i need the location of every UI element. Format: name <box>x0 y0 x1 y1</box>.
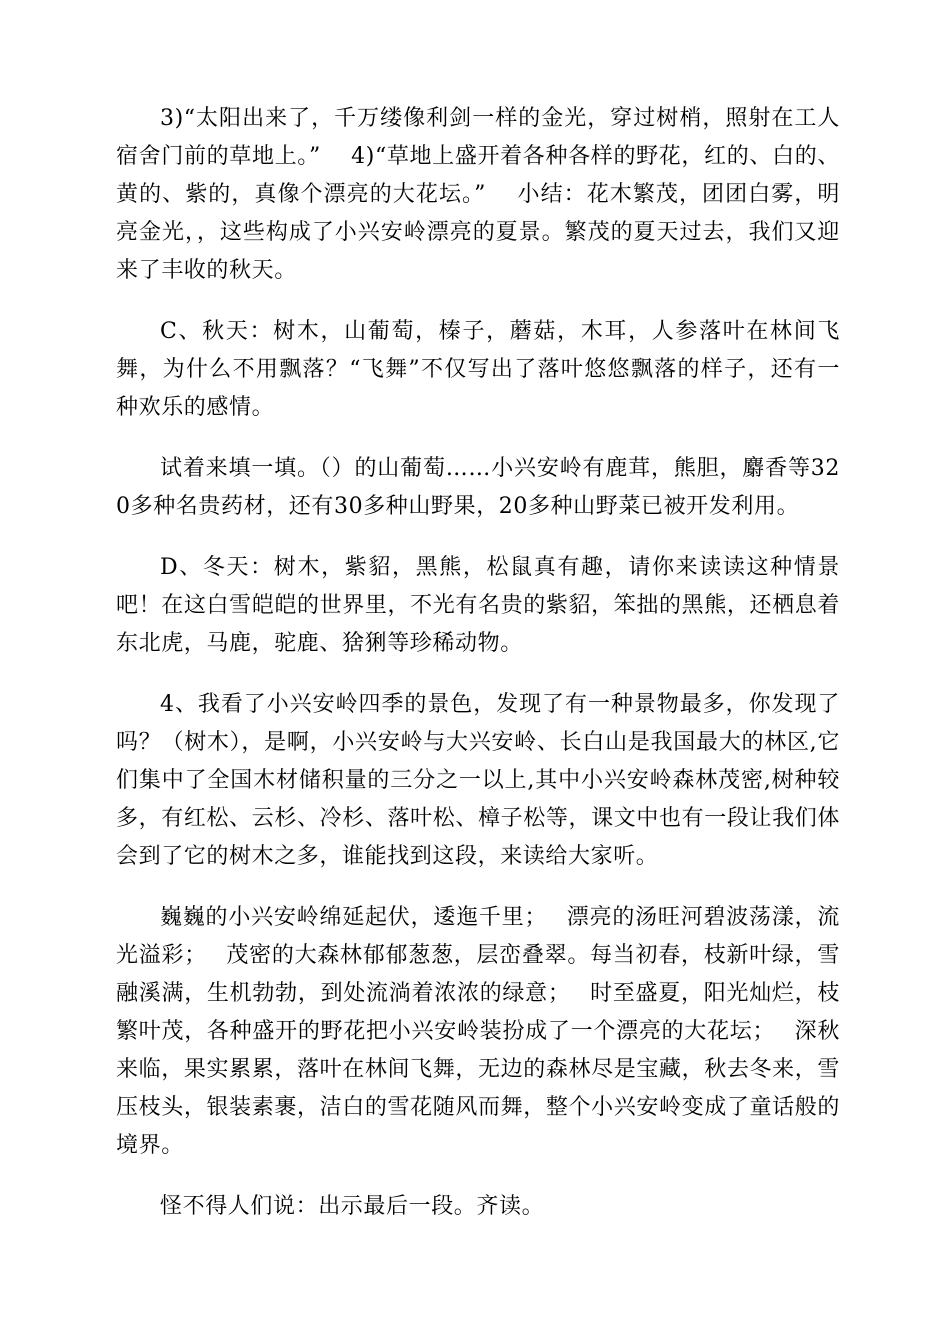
paragraph-fill-in: 试着来填一填。（）的山葡萄……小兴安岭有鹿茸，熊胆，麝香等320多种名贵药材，还有30多种山野果，20多种山野菜已被开发利用。 <box>116 456 840 519</box>
paragraph-trees-discussion: 4、我看了小兴安岭四季的景色，发现了有一种景物最多，你发现了吗？（树木），是啊，小兴安岭与大兴安岭、长白山是我国最大的林区,它们集中了全国木材储积量的三分之一以上,其中小兴安岭森林茂密,树种较多，有红松、云杉、冷杉、落叶松、樟子松等，课文中也有一段让我们体会到了它的树木之多，谁能找到这段，来读给大家听。 <box>116 692 840 869</box>
paragraph-winter: D、冬天：树木，紫貂，黑熊，松鼠真有趣，请你来读读这种情景吧！在这白雪皑皑的世界里，不光有名贵的紫貂，笨拙的黑熊，还栖息着东北虎，马鹿，驼鹿、猞猁等珍稀动物。 <box>116 555 840 656</box>
paragraph-summer-sentences: 3)“太阳出来了，千万缕像利剑一样的金光，穿过树梢，照射在工人宿舍门前的草地上。” 4)“草地上盛开着各种各样的野花，红的、白的、黄的、紫的，真像个漂亮的大花坛。” 小结：花木繁茂，团团白雾，明亮金光，，这些构成了小兴安岭漂亮的夏景。繁茂的夏天过去，我们又迎来了丰收的秋天。 <box>116 106 840 283</box>
paragraph-closing: 怪不得人们说：出示最后一段。齐读。 <box>160 1194 545 1219</box>
paragraph-reading-passage: 巍巍的小兴安岭绵延起伏，逶迤千里； 漂亮的汤旺河碧波荡漾，流光溢彩； 茂密的大森林郁郁葱葱，层峦叠翠。每当初春，枝新叶绿，雪融溪满，生机勃勃，到处流淌着浓浓的绿意； 时至盛夏，阳光灿烂，枝繁叶茂，各种盛开的野花把小兴安岭装扮成了一个漂亮的大花坛； 深秋来临，果实累累，落叶在林间飞舞，无边的森林尽是宝藏，秋去冬来，雪压枝头，银装素裹，洁白的雪花随风而舞，整个小兴安岭变成了童话般的境界。 <box>116 905 840 1158</box>
document-body <box>116 100 840 1249</box>
paragraph-autumn: C、秋天：树木，山葡萄，榛子，蘑菇，木耳，人参落叶在林间飞舞，为什么不用飘落？“飞舞”不仅写出了落叶悠悠飘落的样子，还有一种欢乐的感情。 <box>116 319 840 420</box>
